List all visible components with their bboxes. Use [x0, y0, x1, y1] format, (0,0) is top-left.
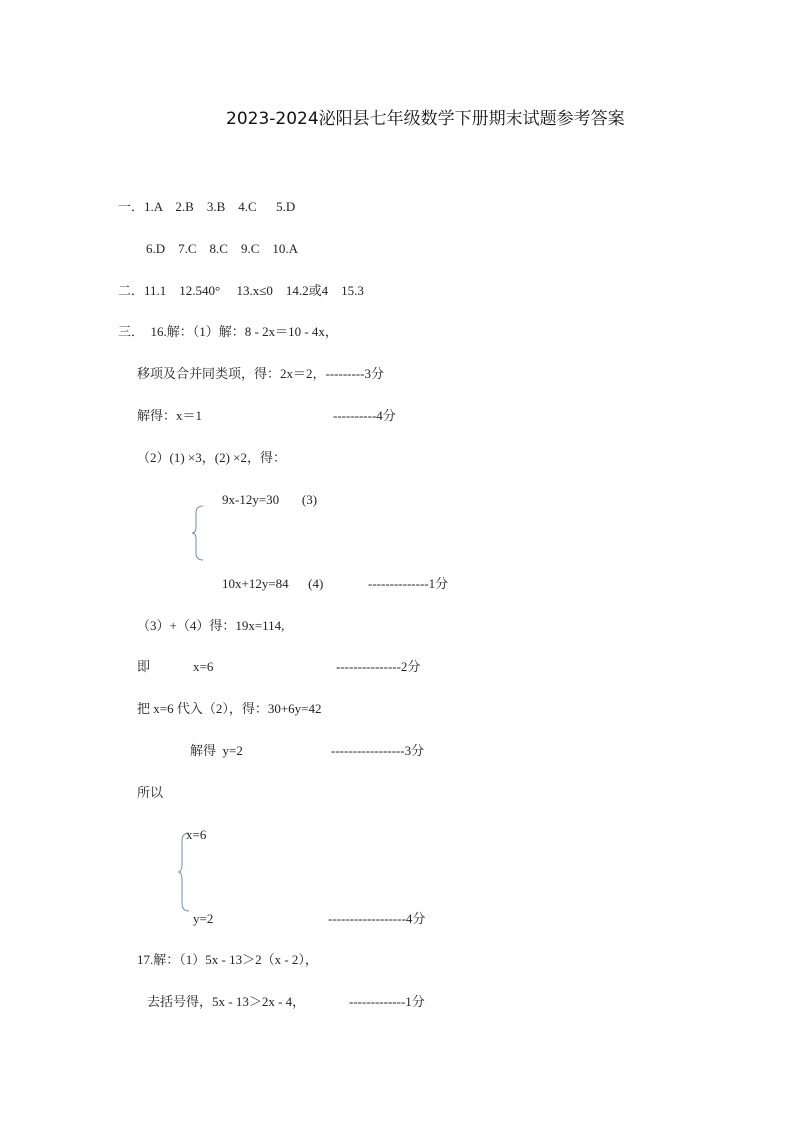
- score-mark: -------------1分: [349, 994, 425, 1009]
- equation-4: 10x+12y=84 (4): [222, 576, 324, 591]
- document-title: 2023-2024泌阳县七年级数学下册期末试题参考答案: [226, 109, 625, 129]
- solution-y: y=2: [193, 911, 214, 926]
- answer-line-fill-in: 二．11.1 12.540° 13.x≤0 14.2或4 15.3: [118, 283, 364, 298]
- answer-line-mc-1: 一．1.A 2.B 3.B 4.C 5.D: [118, 199, 296, 214]
- answer-line-therefore: 所以: [137, 785, 164, 800]
- score-mark: --------------1分: [368, 576, 449, 591]
- solution-brace: [177, 832, 191, 912]
- answer-line-q16-part2: （2）(1) ×3，(2) ×2，得：: [137, 450, 286, 465]
- solution-x: x=6: [186, 827, 207, 842]
- answer-line-substitute: 把 x=6 代入（2），得：30+6y=42: [137, 701, 322, 716]
- score-mark: ---------------2分: [336, 659, 421, 674]
- answer-line-q16-header: 三． 16.解：（1）解：8 - 2x＝10 - 4x，: [118, 324, 338, 339]
- answer-line-mc-2: 6.D 7.C 8.C 9.C 10.A: [146, 241, 299, 256]
- answer-line-y-value: 解得 y=2: [190, 743, 243, 758]
- answer-line-q16-step2: 解得：x＝1: [137, 408, 203, 423]
- answer-line-x-value: x=6: [193, 659, 214, 674]
- answer-line-label-ji: 即: [137, 659, 151, 674]
- score-mark: ----------4分: [333, 408, 396, 423]
- equation-3: 9x-12y=30 (3): [222, 492, 318, 507]
- answer-line-q16-step1: 移项及合并同类项，得：2x＝2，---------3分: [137, 366, 384, 381]
- answer-line-q17-header: 17.解：（1）5x - 13＞2（x - 2），: [137, 952, 318, 967]
- score-mark: -----------------3分: [331, 743, 425, 758]
- score-mark: ------------------4分: [328, 911, 426, 926]
- answer-line-add-equations: （3）+（4）得：19x=114,: [137, 618, 285, 633]
- answer-line-q17-step1: 去括号得，5x - 13＞2x - 4，: [147, 994, 306, 1009]
- equation-system-brace-1: [191, 505, 205, 561]
